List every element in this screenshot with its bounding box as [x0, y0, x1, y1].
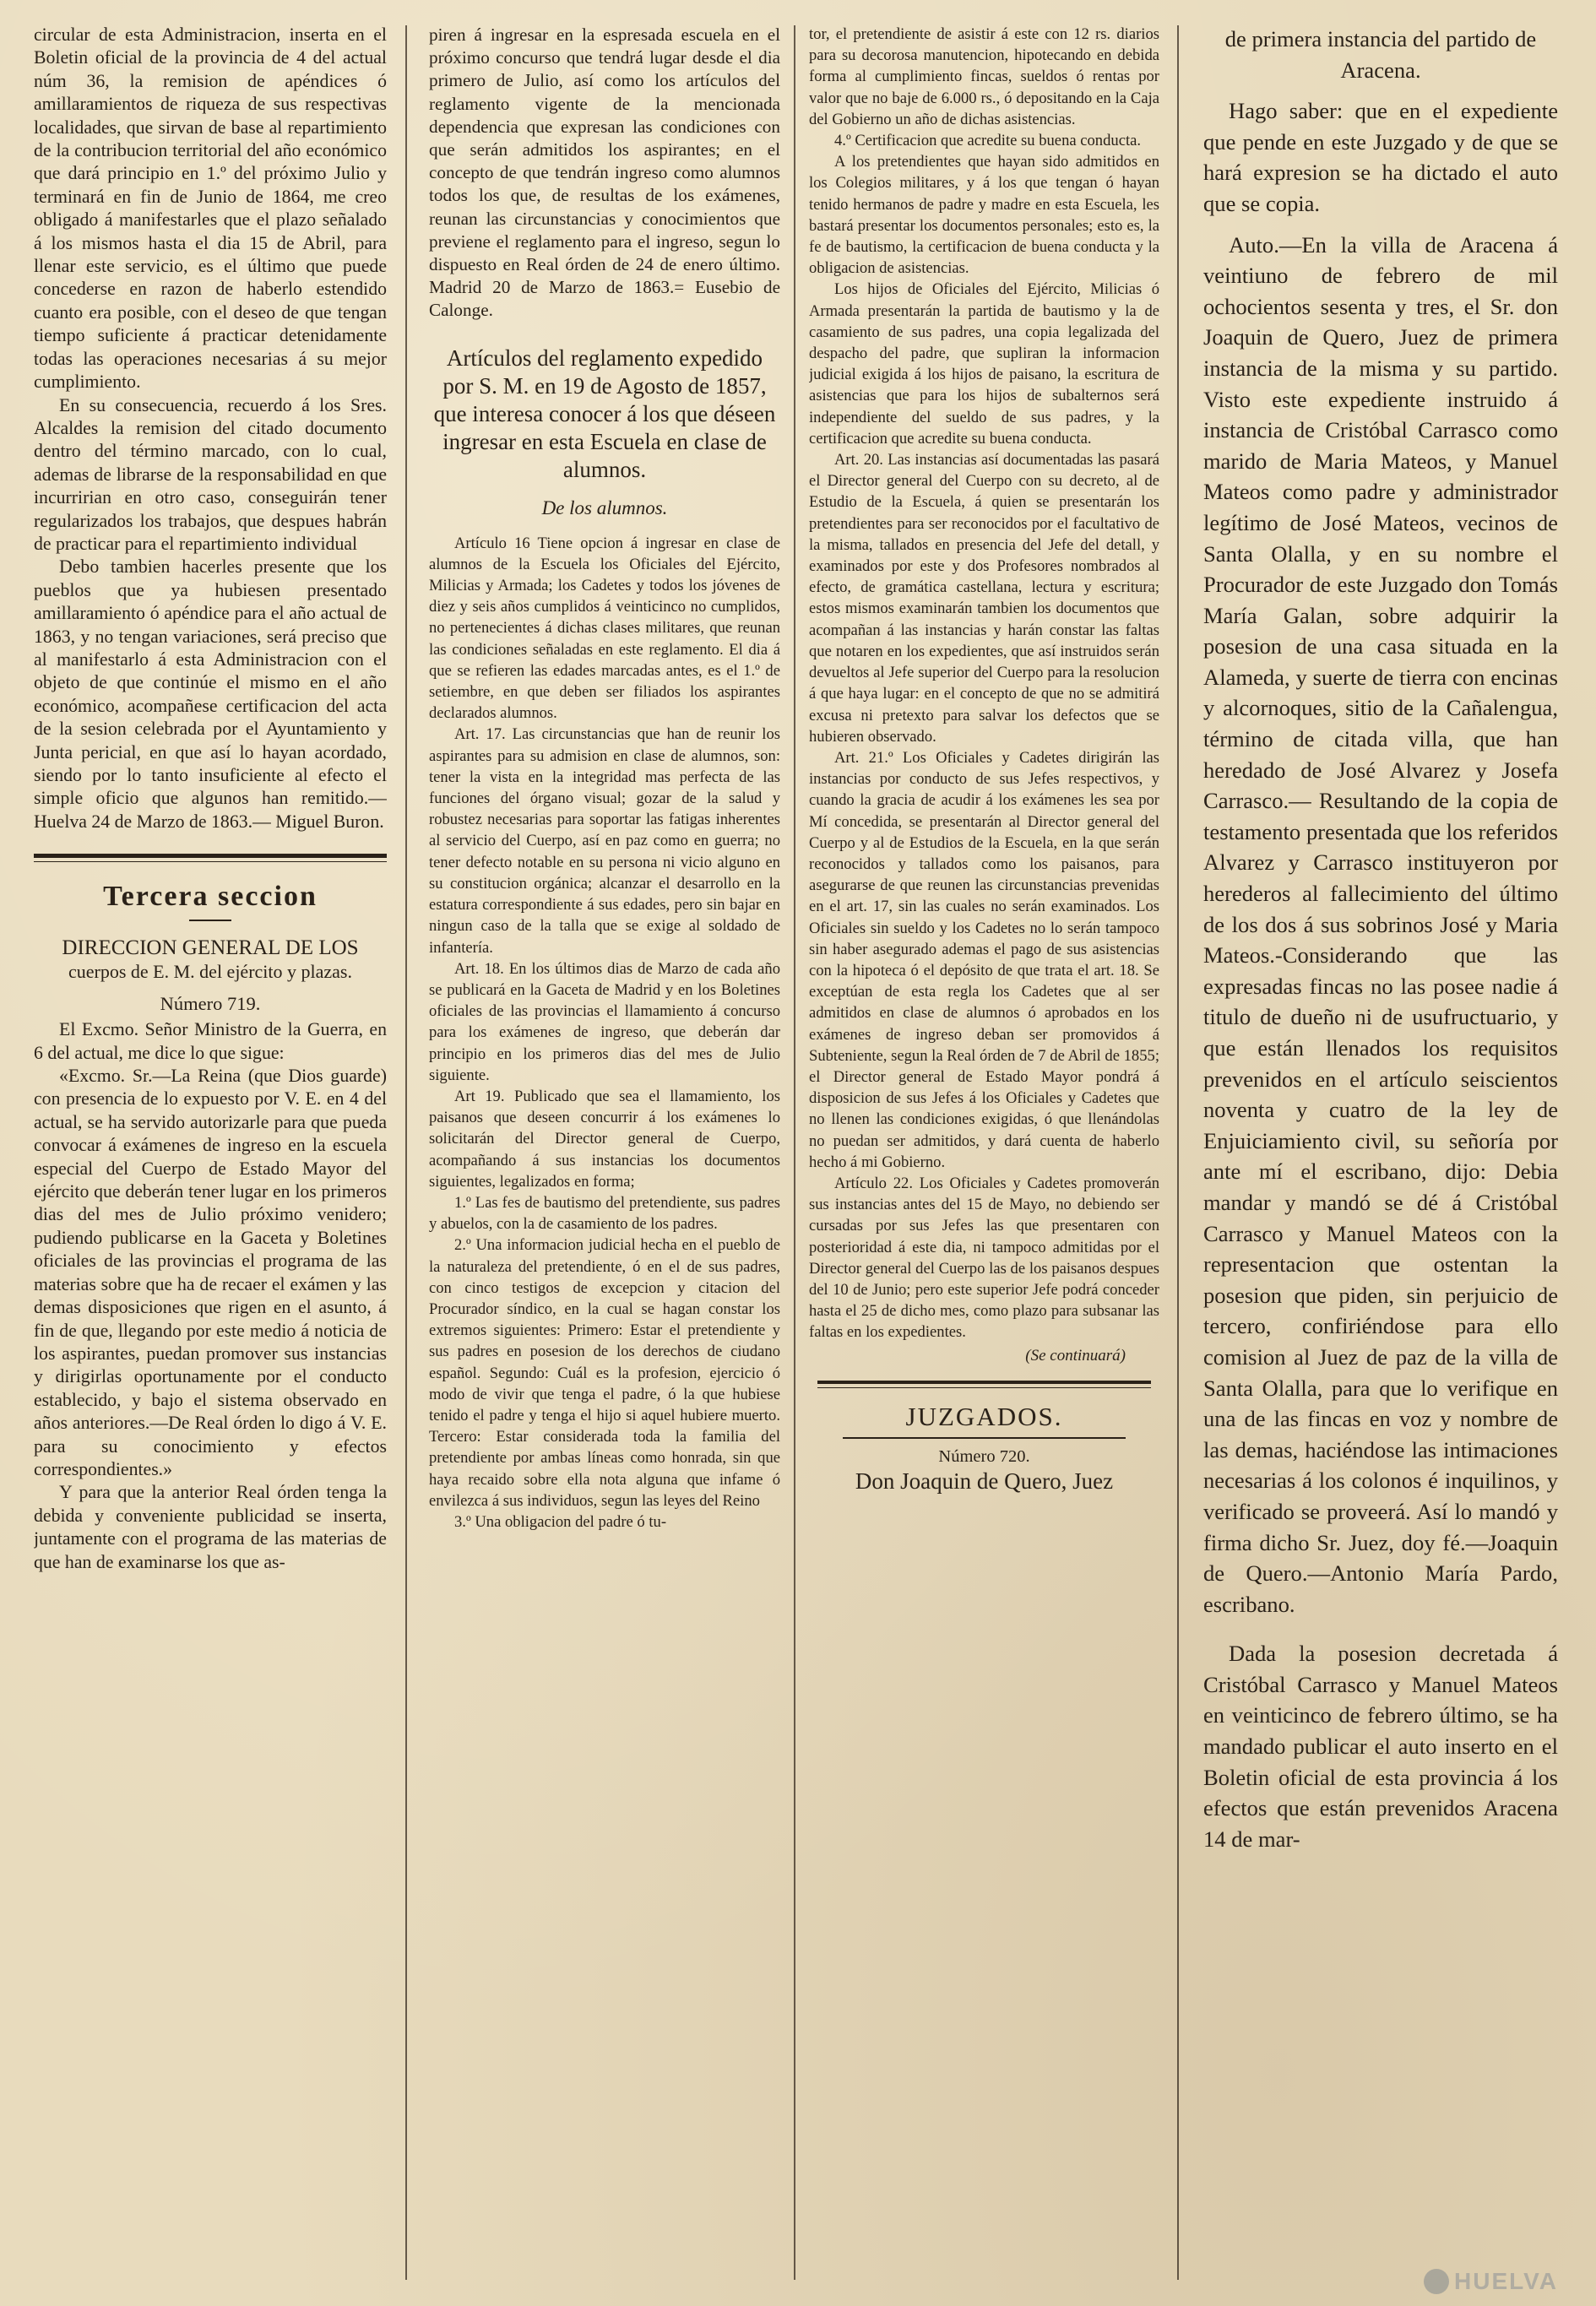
section-rule-thin — [34, 861, 387, 862]
article-paragraph: Artículo 16 Tiene opcion á ingresar en clase de alumnos de la Escuela los Oficiales del Ejército, Milicias y Armada; los Cadetes y todos los jóvenes de diez y seis años cumplidos á veinticinco no cumplidos, no pertenecientes á dichas clases militares, que reunan las condiciones señaladas en este reglamento. El dia á que se refieren las edades marcadas antes, es el 1.º de setiembre, en que deben ser filiados los aspirantes declarados alumnos. — [429, 534, 780, 723]
paragraph: En su consecuencia, recuerdo á los Sres. Alcaldes la remision del citado documento dentro del término marcado, con lo cual, ademas de librarse de la responsabilidad en que incurririan en otro caso, conseguirán tener regularizados los trabajos, que despues habrán de practicar para el repartimiento individual — [34, 394, 387, 554]
paragraph: piren á ingresar en la espresada escuela en el próximo concurso que tendrá lugar desde el dia primero de Julio, así como los artículos del reglamento vigente de la mencionada dependencia que expresan las condiciones con que serán admitidos los aspirantes; en el concepto de que tendrán ingreso como alumnos todos los que, de resultas de los exámenes, reunan las circunstancias y conocimientos que previene el reglamento para el ingreso, segun lo dispuesto en Real órden de 24 de enero último. Madrid 20 de Marzo de 1863.= Eusebio de Calonge. — [429, 24, 780, 321]
paragraph: Dada la posesion decretada á Cristóbal Carrasco y Manuel Mateos en veinticinco de febrero último, se ha mandado publicar el auto inserto en el Boletin oficial de esta provincia á los efectos que están prevenidos Aracena 14 de mar- — [1203, 1641, 1558, 1852]
section-rule — [817, 1381, 1151, 1384]
section-rule-thin — [817, 1387, 1151, 1388]
section-heading: JUZGADOS. — [905, 1401, 1063, 1431]
column-divider — [405, 25, 407, 2280]
paragraph: Debo tambien hacerles presente que los pueblos que ya hubiesen presentado amillaramiento ó apéndice para el año actual de 1863, y no tengan variaciones, será preciso que al manifestarlo á esta Administracion con el objeto de que continúe el mismo en el año económico, acompañese certificacion del acta de la sesion celebrada por el Ayuntamiento y Junta pericial, en que así lo hayan acordado, siendo por lo tanto insuficiente al efecto el simple oficio que algunos han remitido.— Huelva 24 de Marzo de 1863.— Miguel Buron. — [34, 556, 387, 832]
direction-subtitle: cuerpos de E. M. del ejército y plazas. — [68, 961, 352, 983]
notice-heading: Don Joaquin de Quero, Juez — [855, 1468, 1114, 1494]
article-paragraph: tor, el pretendiente de asistir á este con 12 rs. diarios para su decorosa manutencion, hipotecando en debida forma al cumplimiento fincas, sueldos ó rentas por valor que no baje de 6.000 rs., ó depositando en la Caja del Gobierno un año de dichas asistencias. — [809, 25, 1159, 128]
notice-number: Número 720. — [938, 1446, 1030, 1466]
column-divider — [794, 25, 795, 2280]
article-paragraph: Art. 18. En los últimos dias de Marzo de cada año se publicará en la Gaceta de Madrid y en los Boletines oficiales de las provincias el llamamiento á concurso para los exámenes de ingreso, que deberán dar principio en los primeros dias del mes de Julio siguiente. — [429, 959, 780, 1084]
paragraph: de primera instancia del partido de Aracena. — [1224, 26, 1537, 83]
section-heading: Tercera seccion — [103, 881, 318, 913]
column-1 — [34, 24, 387, 2295]
paragraph: circular de esta Administracion, inserta en el Boletin oficial de la provincia de 4 del actual núm 36, la remision de apéndices ó amillaramientos de riqueza de sus respectivas localidades, que sirvan de base al repartimiento de la contribucion territorial del año económico que dará principio en 1.º del próximo Julio y terminará en fin de Junio de 1864, me creo obligado á manifestarles que el plazo señalado á los mismos hasta el dia 15 de Abril, para llenar este servicio, es el último que puede concederse en razon de haberlo estendido cuanto era posible, con el deseo de que tengan tiempo suficiente á practicar detenidamente todas las operaciones necesarias á su mejor cumplimiento. — [34, 24, 387, 393]
section-rule — [34, 854, 387, 858]
watermark-text: HUELVA — [1454, 2268, 1558, 2294]
watermark-logo — [1424, 2268, 1558, 2295]
seal-icon — [1424, 2269, 1449, 2294]
article-paragraph: Artículo 22. Los Oficiales y Cadetes promoverán sus instancias antes del 15 de Mayo, no debiendo ser cursadas por sus Jefes las que presentaren con posterioridad á este dia, ni tampoco admitidas por el Director general del Cuerpo las de los paisanos despues del 10 de Junio; pero este superior Jefe podrá conceder hasta el 25 de dicho mes, como plazo para subsanar las faltas en los expedientes. — [809, 1174, 1159, 1342]
article-paragraph: 1.º Las fes de bautismo del pretendiente, sus padres y abuelos, con la de casamiento de los padres. — [429, 1193, 780, 1234]
article-paragraph: Art. 21.º Los Oficiales y Cadetes dirigirán las instancias por conducto de sus Jefes respectivos, y cuando la gracia de acudir á los exámenes les sea por Mí concedida, se presentarán al Director general del Cuerpo y al de Estudios de la Escuela, en la que serán reconocidos y tallados como los paisanos, para asegurarse de que reunen las circunstancias prevenidas en el art. 17, sin las cuales no serán examinados. Los Oficiales sin sueldo y los Cadetes no lo serán tampoco sin haber asegurado ademas el pago de sus asistencias con la hipoteca ó el depósito de que trata el art. 18. Se exceptúan de esta regla los Cadetes que al ser admitidos en clase de alumnos ó aprobados en los exámenes de ingreso deban ser promovidos á Subteniente, segun la Real órden de 7 de Abril de 1855; el Director general de Estado Mayor pondrá á disposicion de sus Jefes á los Oficiales y Cadetes que no llenen las condiciones exigidas, ó que llenándolas no puedan ser admitidos, y dará cuenta de haberlo hecho á mi Gobierno. — [809, 748, 1159, 1171]
paragraph: Y para que la anterior Real órden tenga la debida y conveniente publicidad se inserta, juntamente con el programa de las materias de que han de examinarse los que as- — [34, 1482, 387, 1572]
article-paragraph: 2.º Una informacion judicial hecha en el pueblo de la naturaleza del pretendiente, ó en el de sus padres, con cinco testigos de excepcion y citacion del Procurador síndico, en la cual se hagan constar los extremos siguientes: Primero: Estar el pretendiente y sus padres en posesion de los derechos de ciudano español. Segundo: Cuál es la profesion, ejercicio ó modo de vivir que tenga el padre, ó la que hubiese tenido el padre y tenga el hijo si aquel hubiere muerto. Tercero: Estar considerada toda la familia del pretendiente por ambas líneas como honrada, sin que haya recaido sobre ella nota alguna que infame ó envilezca á sus individuos, segun las leyes del Reino — [429, 1236, 780, 1510]
article-paragraph: 4.º Certificacion que acredite su buena conducta. — [834, 132, 1142, 150]
notice-number: Número 719. — [160, 993, 261, 1015]
subsection-title: De los alumnos. — [541, 496, 668, 518]
paragraph: Auto.—En la villa de Aracena á veintiuno de febrero de mil ochocientos sesenta y tres, el Sr. don Joaquin de Quero, Juez de primera instancia de la misma y su partido. Visto este expediente instruido á instancia de Cristóbal Carrasco como marido de Maria Mateos, y Manuel Mateos como padre y administrador legítimo de José Mateos, vecinos de Santa Olalla, y en su nombre el Procurador de este Juzgado don Tomás María Galan, sobre adquirir la posesion de una casa situada en la Alameda, y suerte de tierra con encinas y alcornoques, sitio de la Cañalengua, término de citada villa, que han heredado de José Alvarez y Josefa Carrasco.— Resultando de la copia de testamento presentada que los referidos Alvarez y Carrasco instituyeron por herederos al fallecimiento del último de los dos á sus sobrinos José y Maria Mateos.-Considerando que las expresadas fincas no las posee nadie á titulo de dueño ni de usufructuario, y que están llenados los requisitos prevenidos en el artículo seiscientos noventa y cuatro de la ley de Enjuiciamiento civil, su señoría por ante mí el escribano, dijo: Debia mandar y mandó se dé á Cristóbal Carrasco y Manuel Mateos con la representacion que ostentan la posesion que piden, sin perjuicio de tercero, confiriéndose para ello comision al Juez de paz de la villa de Santa Olalla, para que lo verifique en una de las fincas en voz y nombre de las demas, haciéndose las intimaciones necesarias á los colonos é inquilinos, y verificado se proveerá. Así lo mandó y firma dicho Sr. Juez, doy fé.—Joaquin de Quero.—Antonio María Pardo, escribano. — [1203, 231, 1558, 1617]
article-paragraph: Los hijos de Oficiales del Ejército, Milicias ó Armada presentarán la partida de bautismo y la de casamiento de sus padres, una copia legalizada del despacho del padre, que supliran la informacion judicial exigida á los hijos de paisano, la escritura de asistencias que para los hijos de subalternos será independiente del sueldo de sus padres, y la certificacion que acredite su buena conducta. — [809, 280, 1159, 448]
article-paragraph: Art. 17. Las circunstancias que han de reunir los aspirantes para su admision en clase de alumnos, son: tener la vista en la integridad mas perfecta de las funciones del órgano visual; gozar de la salud y robustez necesarias para soportar las fatigas inherentes al servicio del Cuerpo, así en paz como en guerra; no tener defecto notable en su persona ni vicio alguno en su constitucion orgánica; alcanzar el desarrollo en la estatura correspondiente á sus edades, pero sin bajar en ningun caso de la talla que se exige al soldado de infantería. — [429, 725, 780, 957]
column-divider — [1177, 25, 1179, 2280]
direction-title: DIRECCION GENERAL DE LOS — [62, 936, 359, 960]
paragraph: «Excmo. Sr.—La Reina (que Dios guarde) con presencia de lo expuesto por V. E. en 4 del actual, se ha servido autorizarle para que pueda convocar á exámenes de ingreso en la escuela especial del Cuerpo de Estado Mayor del ejército que deberán tener lugar en los primeros dias del mes de Julio próximo venidero; pudiendo publicarse en la Gaceta y Boletines oficiales de las provincias el programa de las materias sobre que ha de recaer el exámen y las demas disposiciones que rigen en el asunto, á fin de que, llegando por este medio á noticia de los aspirantes, puedan promover sus instancias y dirigirlas oportunamente por el conducto establecido, y bajo el sistema observado en años anteriores.—De Real órden lo digo á V. E. para su conocimiento y efectos correspondientes.» — [34, 1066, 387, 1479]
column-4 — [1203, 24, 1558, 2295]
continuation-note: (Se continuará) — [1025, 1346, 1126, 1365]
divider — [843, 1437, 1126, 1439]
column-3 — [809, 24, 1159, 2295]
article-paragraph: A los pretendientes que hayan sido admitidos en los Colegios militares, y á los que tengan ó hayan tenido hermanos de padre y madre en esta Escuela, les bastará presentar los documentos personales; esto es, la fe de bautismo, la certificacion de buena conducta y la obligacion de asistencias. — [809, 153, 1159, 278]
articles-heading: Artículos del reglamento expedido por S. M. en 19 de Agosto de 1857, que interesa conocer á los que déseen ingresar en esta Escuela en clase de alumnos. — [433, 345, 776, 482]
column-2 — [429, 24, 780, 2295]
article-paragraph: Art 19. Publicado que sea el llamamiento, los paisanos que deseen concurrir á los exámenes lo solicitarán del Director general de Cuerpo, acompañando á sus instancias los documentos siguientes, legalizados en forma; — [429, 1087, 780, 1191]
paragraph: Hago saber: que en el expediente que pende en este Juzgado y de que se hará expresion se ha dictado el auto que se copia. — [1203, 98, 1558, 216]
article-paragraph: Art. 20. Las instancias así documentadas las pasará el Director general del Cuerpo con su decreto, al de Estudio de la Escuela, á quien se presentarán los pretendientes para ser reconocidos por el facultativo de la misma, tallados en presencia del Jefe del detall, y examinados por este y dos Profesores nombrados al efecto, de gramática castellana, lectura y escritura; estos mismos examinarán tambien los documentos que acompañan á las instancias y harán constar las faltas que notaren en los expedientes, que así instruidos serán devueltos al Jefe superior del Cuerpo para la resolucion á que haya lugar: en el concepto de que no se admitirá excusa ni pretexto para salvar los defectos que se hubieren observado. — [809, 451, 1159, 746]
divider — [189, 920, 231, 921]
paragraph: El Excmo. Señor Ministro de la Guerra, en 6 del actual, me dice lo que sigue: — [34, 1019, 387, 1063]
article-paragraph: 3.º Una obligacion del padre ó tu- — [454, 1512, 667, 1531]
